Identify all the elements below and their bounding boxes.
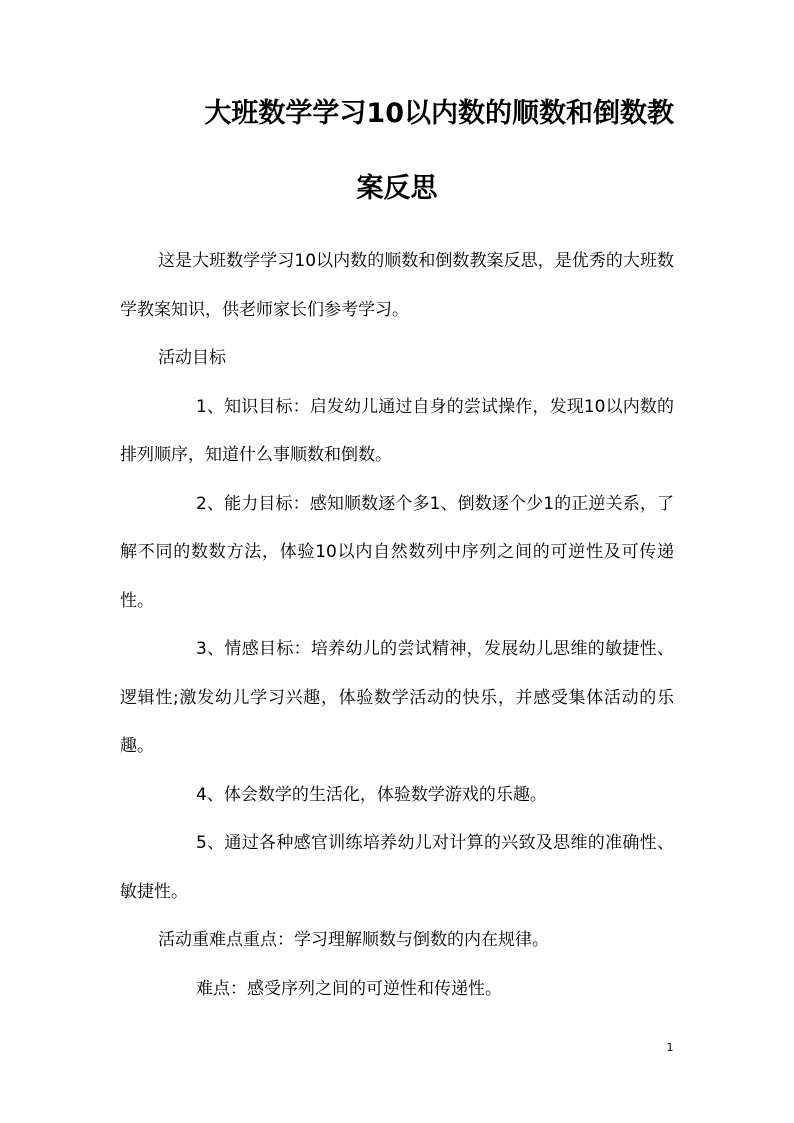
page-number: 1 (666, 1041, 674, 1054)
document-title-line-2: 案反思 (356, 173, 438, 204)
document-title-line-1: 大班数学学习10以内数的顺数和倒数教 (204, 98, 674, 129)
intro-paragraph: 这是大班数学学习10以内数的顺数和倒数教案反思，是优秀的大班数学教案知识，供老师家长们参考学习。 (120, 251, 674, 320)
objective-item: 5、通过各种感官训练培养幼儿对计算的兴致及思维的准确性、敏捷性。 (120, 833, 674, 902)
document-body (120, 237, 674, 1013)
objective-item: 1、知识目标：启发幼儿通过自身的尝试操作，发现10以内数的排列顺序，知道什么事顺数和倒数。 (120, 396, 674, 465)
objective-item: 3、情感目标：培养幼儿的尝试精神，发展幼儿思维的敏捷性、逻辑性;激发幼儿学习兴趣，体验数学活动的快乐，并感受集体活动的乐趣。 (120, 639, 674, 756)
difficulties-paragraph: 难点：感受序列之间的可逆性和传递性。 (196, 978, 502, 999)
key-points-paragraph: 活动重难点重点：学习理解顺数与倒数的内在规律。 (158, 930, 549, 950)
objective-item: 2、能力目标：感知顺数逐个多1、倒数逐个少1的正逆关系，了解不同的数数方法，体验10以内自然数列中序列之间的可逆性及可传递性。 (120, 493, 674, 611)
section-heading-objectives: 活动目标 (158, 348, 226, 368)
objective-item: 4、体会数学的生活化，体验数学游戏的乐趣。 (196, 784, 547, 805)
